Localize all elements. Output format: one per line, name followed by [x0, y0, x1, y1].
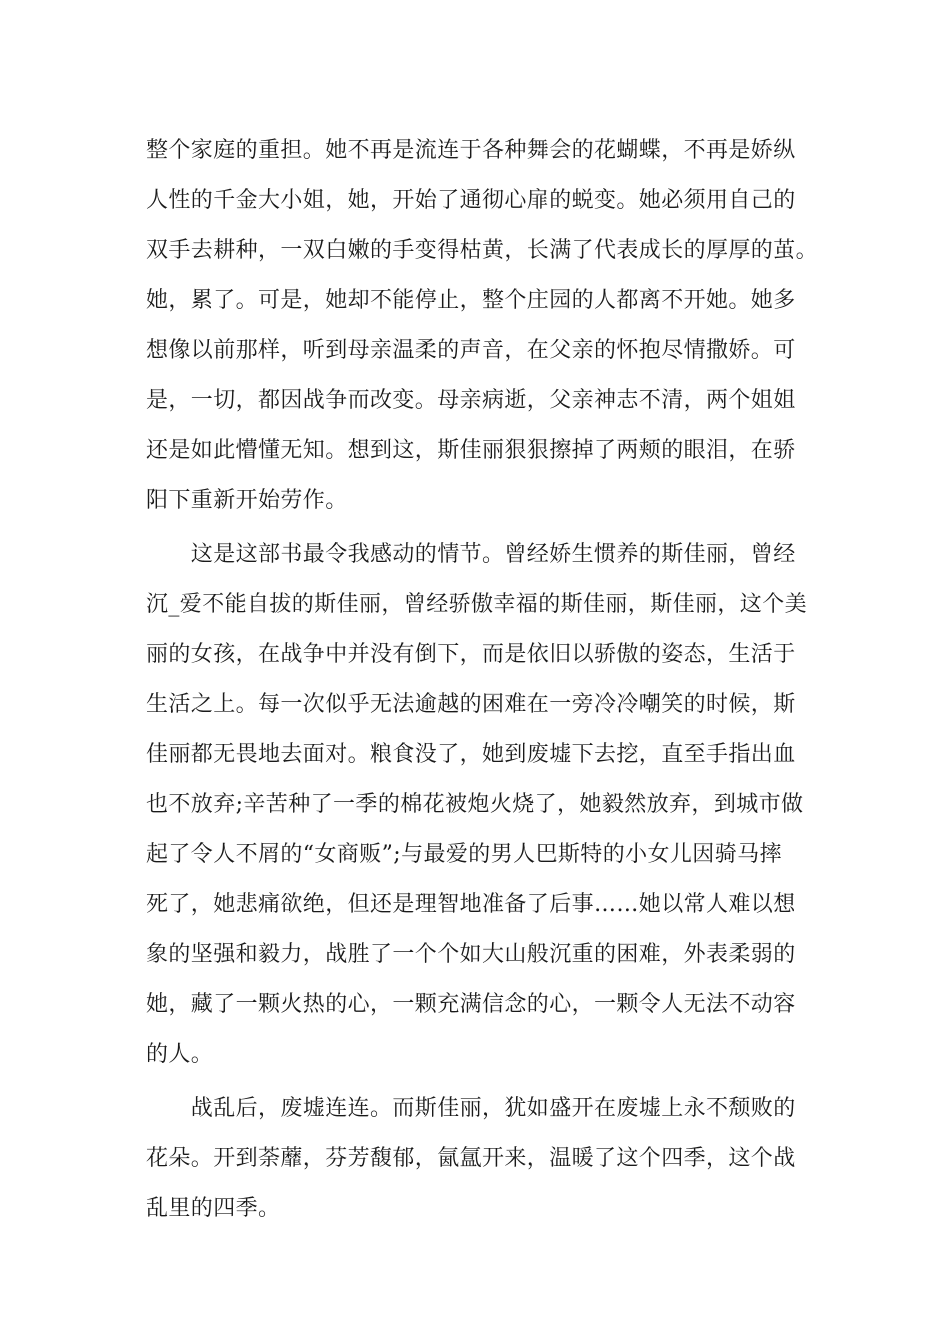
text-line: 生活之上。每一次似乎无法逾越的困难在一旁冷冷嘲笑的时候，斯	[146, 692, 796, 717]
text-line: 双手去耕种，一双白嫩的手变得枯黄，长满了代表成长的厚厚的茧。	[146, 238, 819, 263]
body-text	[146, 126, 819, 1234]
text-line: 死了，她悲痛欲绝，但还是理智地准备了后事……她以常人难以想	[146, 892, 796, 917]
paragraph-2	[146, 530, 816, 1080]
text-line: 阳下重新开始劳作。	[146, 488, 348, 513]
text-line: 起了令人不屑的“女商贩”;与最爱的男人巴斯特的小女儿因骑马摔	[146, 842, 782, 867]
paragraph-1	[146, 126, 819, 526]
paragraph-3	[146, 1084, 816, 1234]
text-line: 也不放弃;辛苦种了一季的棉花被炮火烧了，她毅然放弃，到城市做	[146, 792, 804, 817]
text-line: 佳丽都无畏地去面对。粮食没了，她到废墟下去挖，直至手指出血	[146, 742, 796, 767]
text-line: 想像以前那样，听到母亲温柔的声音，在父亲的怀抱尽情撒娇。可	[146, 338, 796, 363]
text-line: 的人。	[146, 1042, 214, 1067]
text-line: 花朵。开到荼蘼，芬芳馥郁，氤氲开来，温暖了这个四季，这个战	[146, 1146, 796, 1171]
text-line: 人性的千金大小姐，她，开始了通彻心扉的蜕变。她必须用自己的	[146, 188, 796, 213]
text-line: 沉_爱不能自拔的斯佳丽，曾经骄傲幸福的斯佳丽，斯佳丽，这个美	[146, 592, 808, 617]
text-line: 还是如此懵懂无知。想到这，斯佳丽狠狠擦掉了两颊的眼泪，在骄	[146, 438, 796, 463]
text-line: 整个家庭的重担。她不再是流连于各种舞会的花蝴蝶，不再是娇纵	[146, 138, 796, 163]
text-line: 她，藏了一颗火热的心，一颗充满信念的心，一颗令人无法不动容	[146, 992, 796, 1017]
text-line: 乱里的四季。	[146, 1196, 281, 1221]
text-line: 她，累了。可是，她却不能停止，整个庄园的人都离不开她。她多	[146, 288, 796, 313]
text-line: 是，一切，都因战争而改变。母亲病逝，父亲神志不清，两个姐姐	[146, 388, 796, 413]
text-line: 象的坚强和毅力，战胜了一个个如大山般沉重的困难，外表柔弱的	[146, 942, 796, 967]
text-line: 战乱后，废墟连连。而斯佳丽，犹如盛开在废墟上永不颓败的	[146, 1096, 796, 1121]
text-line: 丽的女孩，在战争中并没有倒下，而是依旧以骄傲的姿态，生活于	[146, 642, 796, 667]
text-line: 这是这部书最令我感动的情节。曾经娇生惯养的斯佳丽，曾经	[146, 542, 796, 567]
